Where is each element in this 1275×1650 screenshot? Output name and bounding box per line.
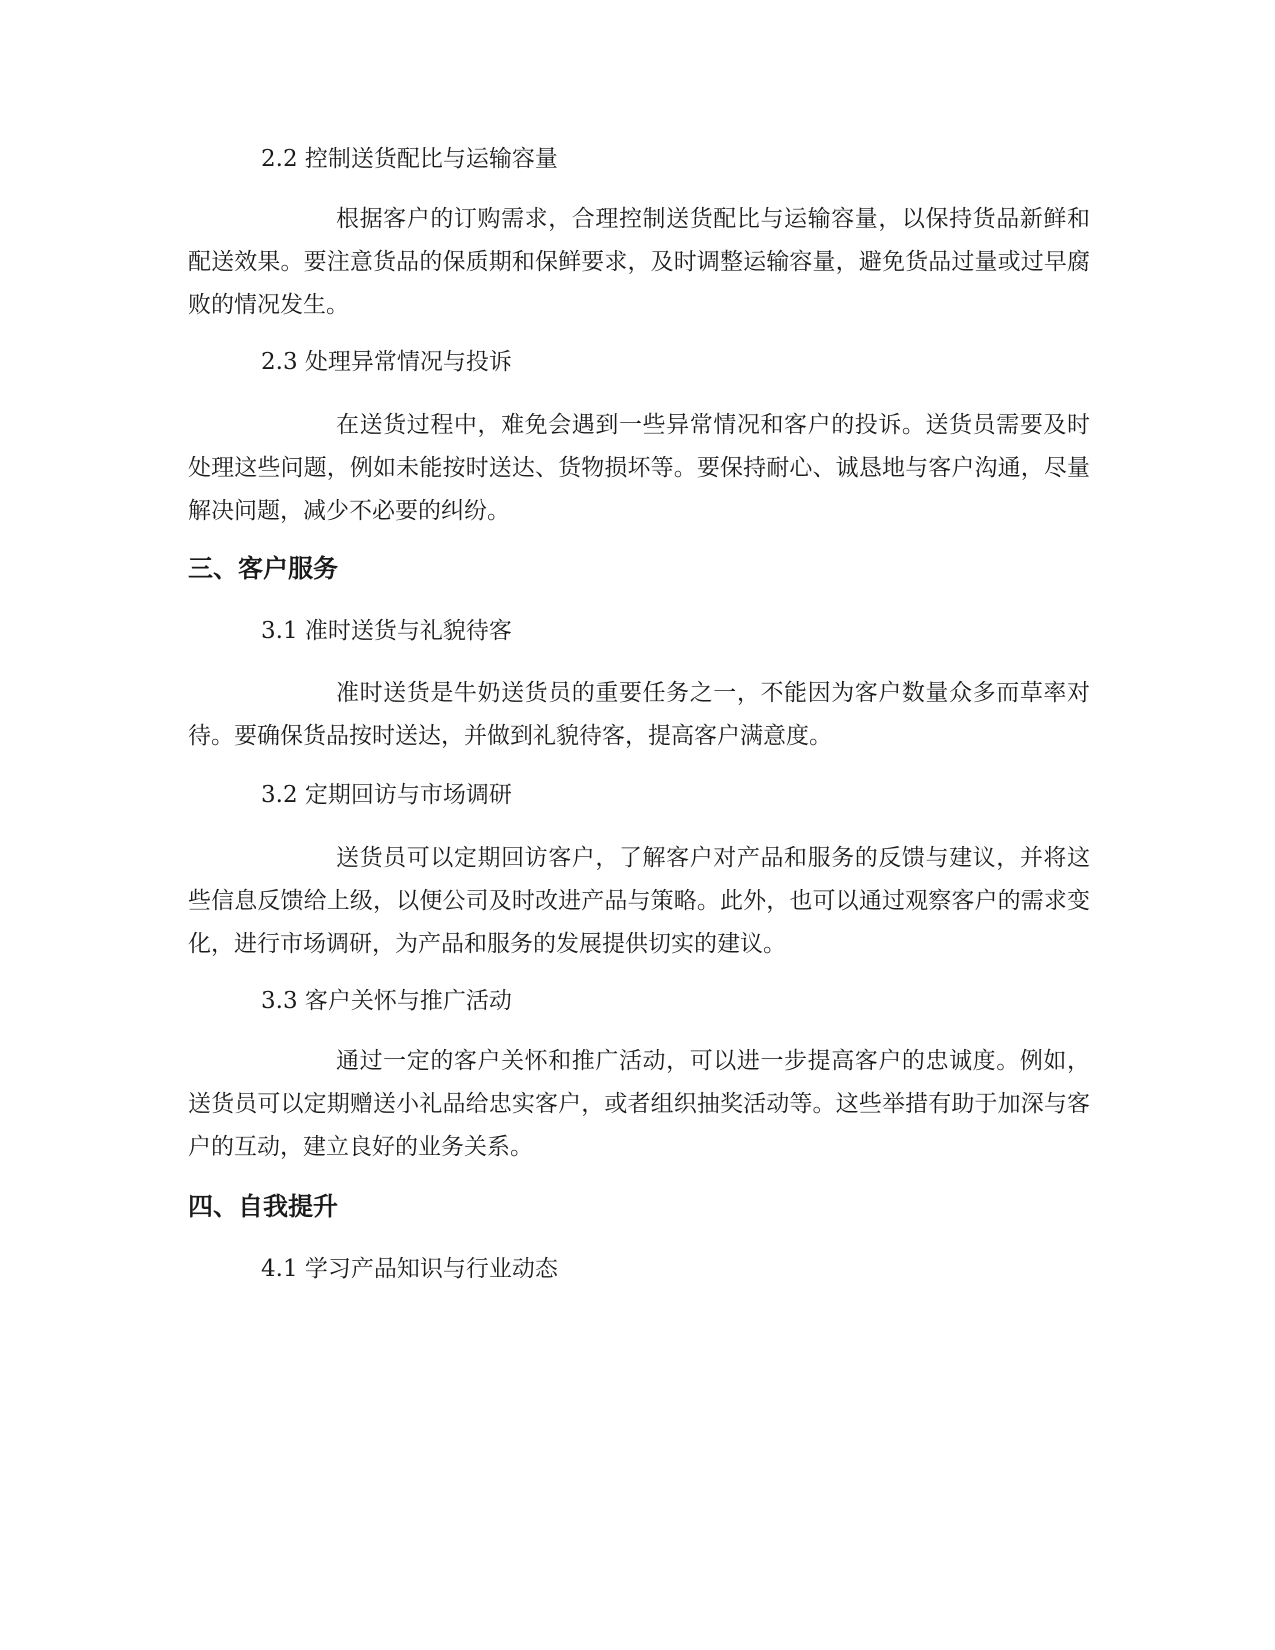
- section-heading-3: 三、客户服务: [188, 554, 339, 583]
- subheading-2-2: 2.2 控制送货配比与运输容量: [261, 146, 558, 172]
- subheading-3-3: 3.3 客户关怀与推广活动: [261, 988, 512, 1014]
- paragraph-3-3: 通过一定的客户关怀和推广活动，可以进一步提高客户的忠诚度。例如，送货员可以定期赠送小礼品给忠实客户，或者组织抽奖活动等。这些举措有助于加深与客户的互动，建立良好的业务关系。: [188, 1048, 1090, 1160]
- subheading-3-1: 3.1 准时送货与礼貌待客: [261, 618, 512, 644]
- subheading-2-3: 2.3 处理异常情况与投诉: [261, 349, 512, 375]
- paragraph-3-1: 准时送货是牛奶送货员的重要任务之一，不能因为客户数量众多而草率对待。要确保货品按时送达，并做到礼貌待客，提高客户满意度。: [188, 680, 1090, 749]
- section-heading-4: 四、自我提升: [188, 1192, 339, 1221]
- subheading-3-2: 3.2 定期回访与市场调研: [261, 782, 512, 808]
- paragraph-2-3: 在送货过程中，难免会遇到一些异常情况和客户的投诉。送货员需要及时处理这些问题，例如未能按时送达、货物损坏等。要保持耐心、诚恳地与客户沟通，尽量解决问题，减少不必要的纠纷。: [188, 412, 1090, 524]
- paragraph-2-2: 根据客户的订购需求，合理控制送货配比与运输容量，以保持货品新鲜和配送效果。要注意货品的保质期和保鲜要求，及时调整运输容量，避免货品过量或过早腐败的情况发生。: [188, 206, 1090, 318]
- subheading-4-1: 4.1 学习产品知识与行业动态: [261, 1256, 558, 1282]
- paragraph-3-2: 送货员可以定期回访客户，了解客户对产品和服务的反馈与建议，并将这些信息反馈给上级，以便公司及时改进产品与策略。此外，也可以通过观察客户的需求变化，进行市场调研，为产品和服务的发展提供切实的建议。: [188, 845, 1090, 957]
